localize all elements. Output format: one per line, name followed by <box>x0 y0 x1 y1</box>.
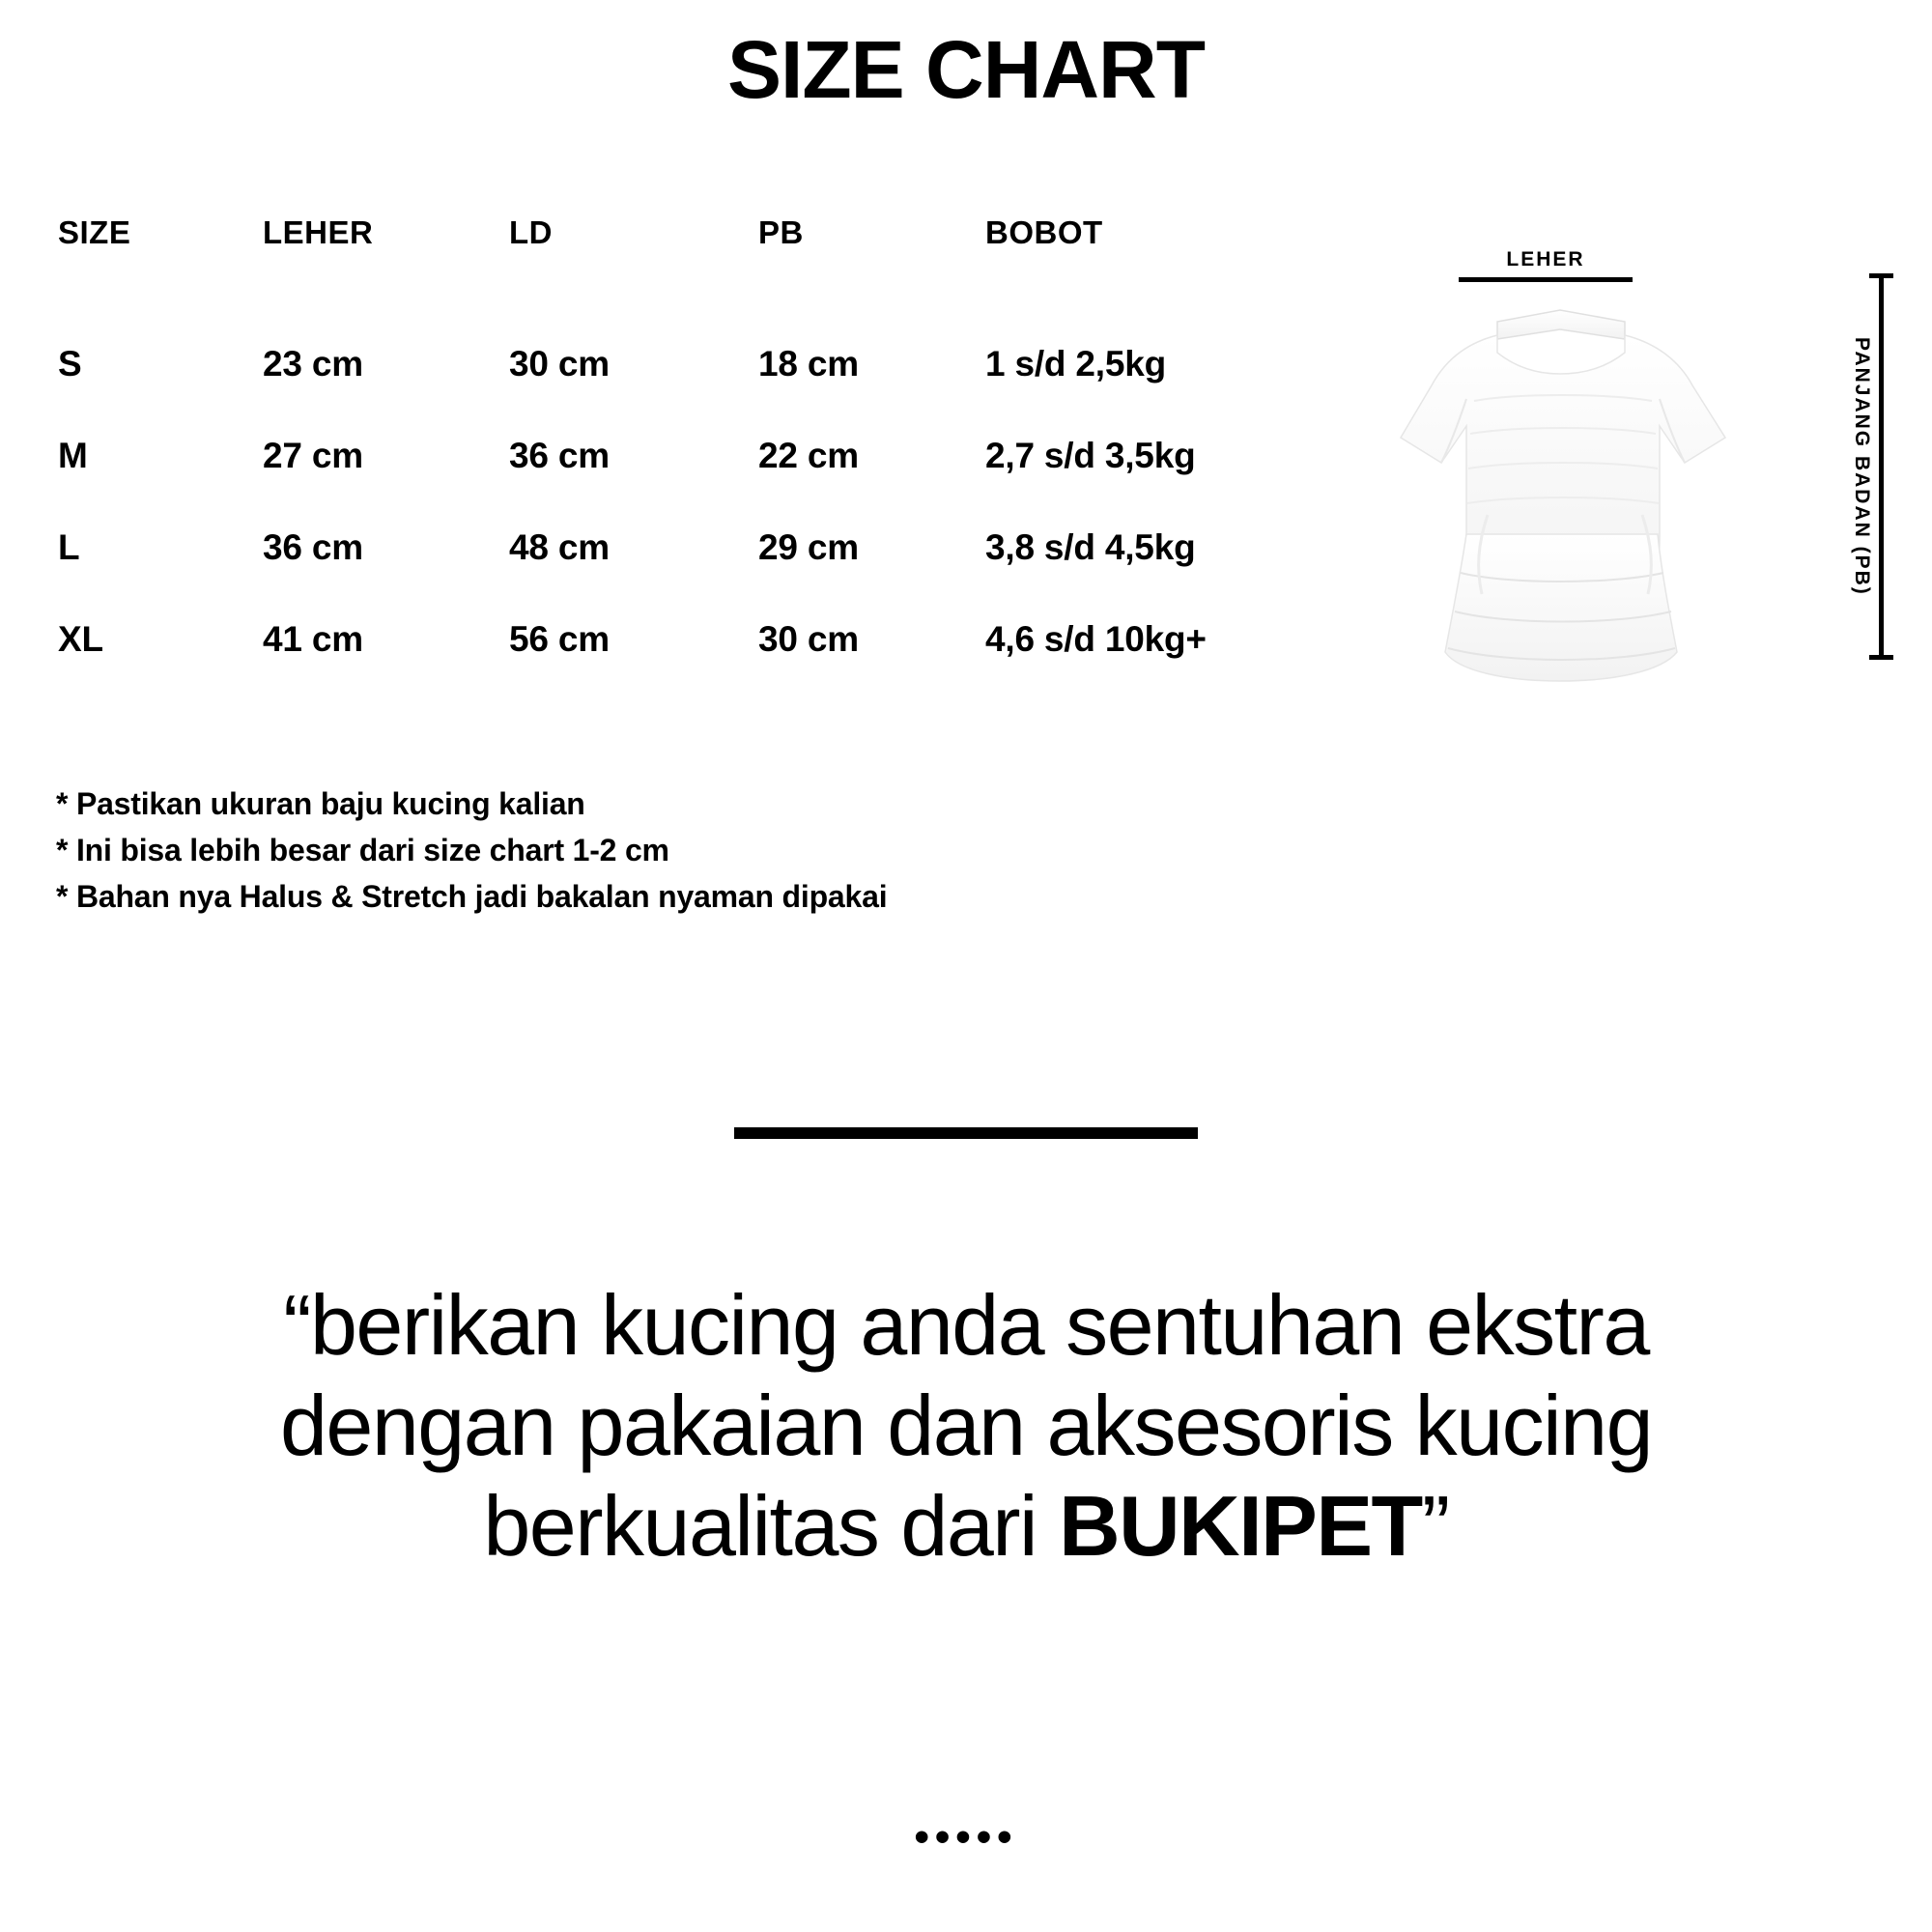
brand-quote <box>39 1275 1893 1576</box>
cell-bobot: 3,8 s/d 4,5kg <box>985 527 1196 567</box>
section-divider <box>734 1127 1198 1139</box>
body-length-measure-label: PANJANG BADAN (PB) <box>1851 337 1873 596</box>
cell-pb: 29 cm <box>758 527 859 567</box>
note-item: * Bahan nya Halus & Stretch jadi bakalan nyaman dipakai <box>56 879 888 914</box>
neck-measure-line <box>1459 277 1633 282</box>
neck-measure-marker <box>1459 248 1633 282</box>
quote-line-3-suffix: ” <box>1421 1477 1449 1574</box>
table-row <box>58 344 1285 436</box>
note-item: * Ini bisa lebih besar dari size chart 1-2 cm <box>56 833 669 867</box>
cell-size: L <box>58 527 80 567</box>
cell-ld: 36 cm <box>509 436 610 475</box>
cell-size: XL <box>58 619 103 659</box>
table-body <box>58 344 1285 711</box>
notes-list <box>56 781 1312 920</box>
cell-size: S <box>58 344 82 384</box>
column-header-ld: LD <box>509 214 553 250</box>
cell-ld: 56 cm <box>509 619 610 659</box>
cell-pb: 22 cm <box>758 436 859 475</box>
cell-leher: 36 cm <box>263 527 363 567</box>
cat-shirt-illustration <box>1352 293 1768 698</box>
quote-line-3 <box>39 1476 1893 1577</box>
brand-name: BUKIPET <box>1059 1477 1422 1574</box>
cell-ld: 30 cm <box>509 344 610 384</box>
note-item: * Pastikan ukuran baju kucing kalian <box>56 786 585 821</box>
cell-leher: 23 cm <box>263 344 363 384</box>
cell-leher: 41 cm <box>263 619 363 659</box>
quote-line-3-prefix: berkualitas dari <box>483 1477 1060 1574</box>
footer-dots: ••••• <box>914 1813 1018 1861</box>
table-row <box>58 436 1285 527</box>
size-table <box>58 214 1285 711</box>
body-length-measure-line <box>1879 273 1884 660</box>
column-header-leher: LEHER <box>263 214 374 250</box>
quote-line-2: dengan pakaian dan aksesoris kucing <box>279 1377 1653 1473</box>
body-length-measure-marker <box>1850 273 1884 660</box>
page-title: SIZE CHART <box>727 24 1205 115</box>
table-row <box>58 619 1285 711</box>
cell-size: M <box>58 436 88 475</box>
cell-pb: 30 cm <box>758 619 859 659</box>
neck-measure-label: LEHER <box>1506 248 1585 270</box>
column-header-bobot: BOBOT <box>985 214 1103 250</box>
cell-leher: 27 cm <box>263 436 363 475</box>
table-row <box>58 527 1285 619</box>
cell-bobot: 4,6 s/d 10kg+ <box>985 619 1207 659</box>
cell-pb: 18 cm <box>758 344 859 384</box>
cell-bobot: 1 s/d 2,5kg <box>985 344 1167 384</box>
table-header-row <box>58 214 1285 251</box>
column-header-pb: PB <box>758 214 804 250</box>
cell-ld: 48 cm <box>509 527 610 567</box>
column-header-size: SIZE <box>58 214 131 250</box>
cell-bobot: 2,7 s/d 3,5kg <box>985 436 1196 475</box>
product-diagram <box>1352 248 1873 758</box>
quote-line-1: “berikan kucing anda sentuhan ekstra <box>283 1277 1649 1373</box>
